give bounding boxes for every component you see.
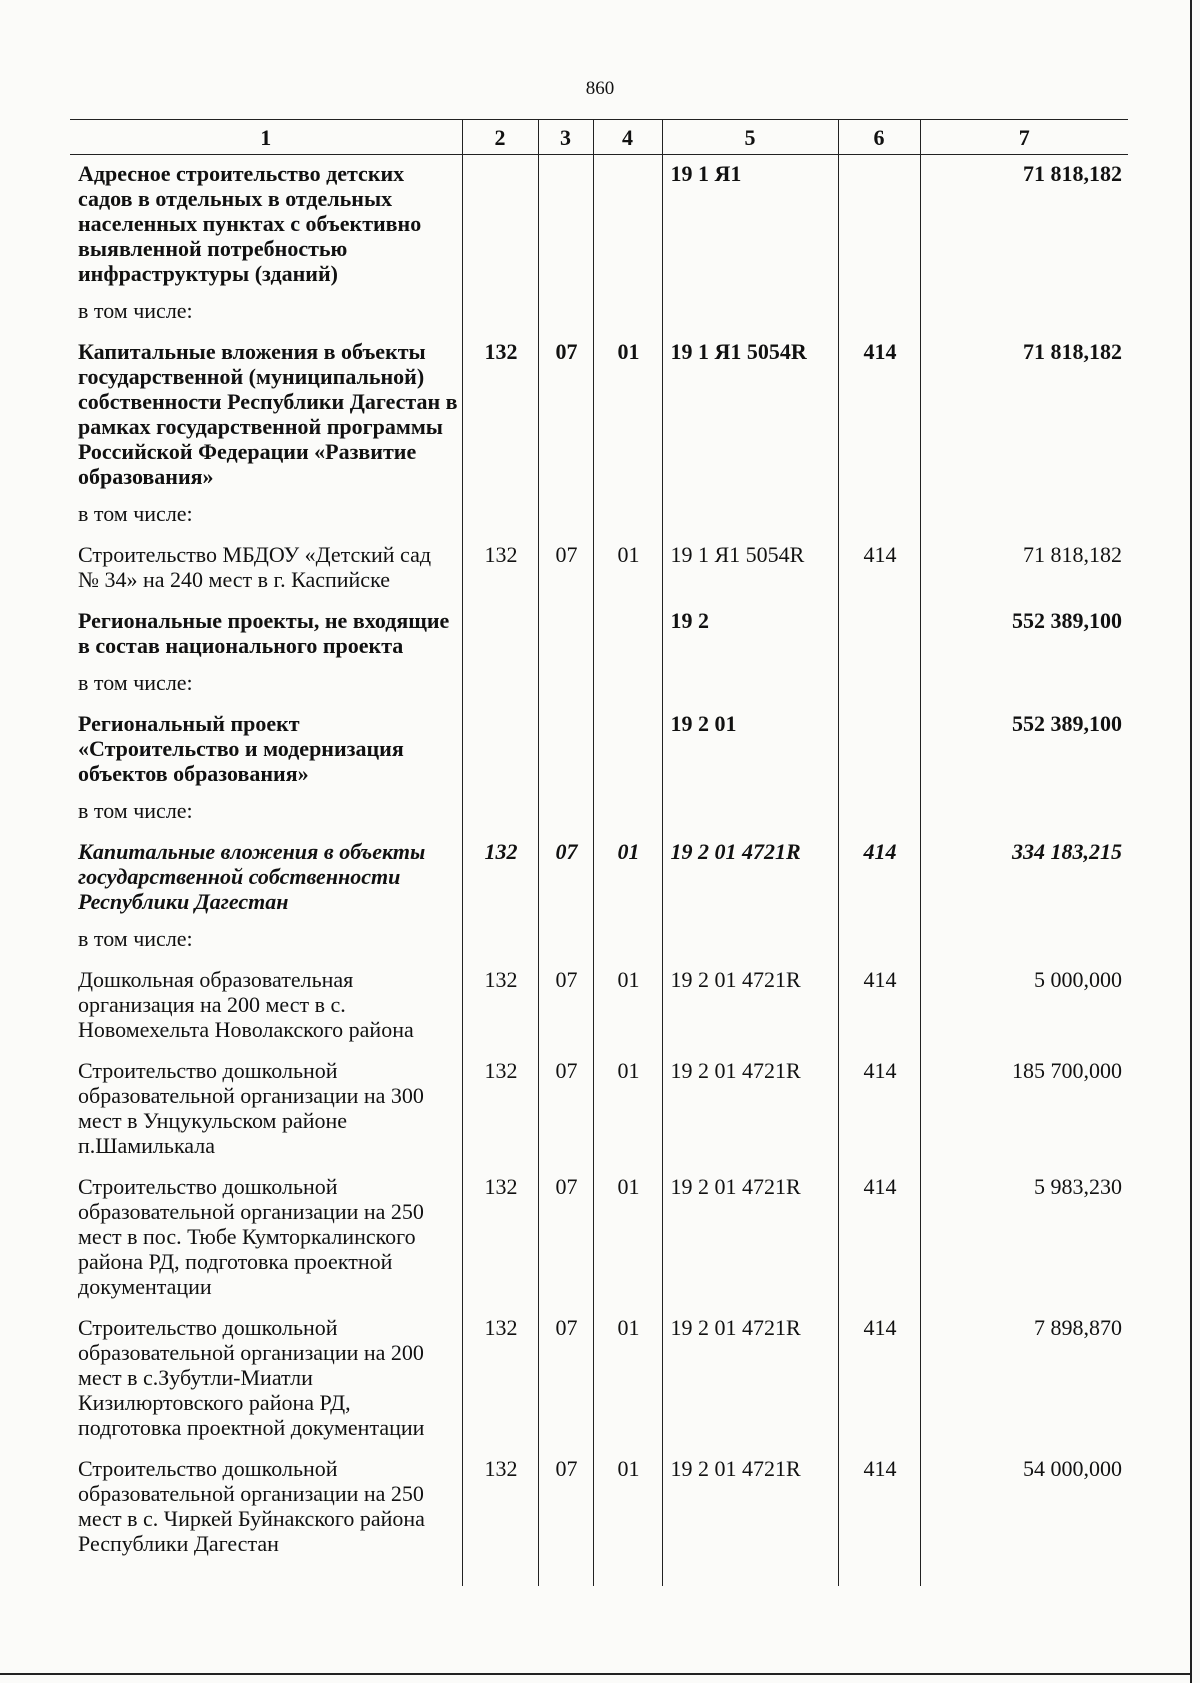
row-description: Строительство дошкольной образовательной организации на 300 мест в Унцукульском районе п.Шамилькала	[78, 1058, 424, 1158]
cell-section	[538, 668, 593, 705]
cell-section	[538, 796, 593, 833]
cell-ministry: 132	[462, 961, 538, 1052]
cell-ministry	[462, 705, 538, 796]
header-col-3: 3	[538, 120, 593, 155]
table-row	[70, 833, 1128, 924]
cell-subsection	[593, 499, 662, 536]
cell-target-code	[662, 796, 838, 833]
row-description: Капитальные вложения в объекты государственной собственности Республики Дагестан	[78, 839, 426, 914]
cell-ministry	[462, 499, 538, 536]
cell-subsection: 01	[593, 1052, 662, 1168]
cell-section	[538, 602, 593, 668]
row-description: Адресное строительство детских садов в отдельных в отдельных населенных пунктах с объективно выявленной потребностью инфраструктуры (зданий)	[78, 161, 422, 286]
cell-target-code	[662, 296, 838, 333]
cell-expense-type	[838, 155, 920, 297]
cell-expense-type: 414	[838, 1052, 920, 1168]
cell-amount: 71 818,182	[920, 155, 1128, 297]
row-description: Строительство дошкольной образовательной организации на 250 мест в с. Чиркей Буйнакского района Республики Дагестан	[78, 1456, 425, 1556]
cell-ministry	[462, 155, 538, 297]
cell-section	[538, 499, 593, 536]
row-description: Капитальные вложения в объекты государственной (муниципальной) собственности Республики Дагестан в рамках государственной программы Российской Федерации «Развитие образования»	[78, 339, 458, 489]
cell-expense-type: 414	[838, 536, 920, 602]
header-col-7: 7	[920, 120, 1128, 155]
cell-subsection	[593, 705, 662, 796]
cell-ministry: 132	[462, 1309, 538, 1450]
cell-section: 07	[538, 1052, 593, 1168]
row-description: Региональный проект «Строительство и модернизация объектов образования»	[78, 711, 404, 786]
cell-section: 07	[538, 961, 593, 1052]
cell-amount	[920, 668, 1128, 705]
cell-target-code: 19 2 01 4721R	[662, 1168, 838, 1309]
cell-expense-type: 414	[838, 1450, 920, 1586]
cell-subsection	[593, 668, 662, 705]
cell-expense-type: 414	[838, 1309, 920, 1450]
cell-ministry: 132	[462, 536, 538, 602]
page-number: 860	[585, 78, 615, 99]
cell-expense-type	[838, 668, 920, 705]
cell-ministry	[462, 602, 538, 668]
table-row	[70, 1052, 1128, 1168]
cell-amount: 71 818,182	[920, 333, 1128, 499]
cell-expense-type: 414	[838, 961, 920, 1052]
cell-expense-type: 414	[838, 1168, 920, 1309]
table-row	[70, 961, 1128, 1052]
cell-subsection: 01	[593, 1450, 662, 1586]
cell-ministry: 132	[462, 333, 538, 499]
scan-border-bottom	[0, 1673, 1192, 1675]
table-row	[70, 1309, 1128, 1450]
scan-border-right	[1190, 0, 1192, 1683]
cell-target-code	[662, 924, 838, 961]
cell-target-code: 19 2 01 4721R	[662, 1450, 838, 1586]
cell-ministry: 132	[462, 1168, 538, 1309]
cell-amount: 54 000,000	[920, 1450, 1128, 1586]
table-row	[70, 333, 1128, 499]
header-col-1: 1	[70, 120, 462, 155]
table-row	[70, 1450, 1128, 1586]
cell-subsection: 01	[593, 961, 662, 1052]
cell-subsection	[593, 296, 662, 333]
cell-section	[538, 155, 593, 297]
cell-amount: 334 183,215	[920, 833, 1128, 924]
budget-table	[70, 119, 1128, 1586]
cell-ministry	[462, 796, 538, 833]
cell-amount: 552 389,100	[920, 705, 1128, 796]
cell-subsection: 01	[593, 833, 662, 924]
cell-amount: 5 000,000	[920, 961, 1128, 1052]
cell-subsection: 01	[593, 1309, 662, 1450]
cell-target-code: 19 2 01 4721R	[662, 961, 838, 1052]
table-row	[70, 536, 1128, 602]
header-row	[70, 120, 1128, 155]
cell-expense-type	[838, 705, 920, 796]
row-description: Региональные проекты, не входящие в состав национального проекта	[78, 608, 450, 658]
table-row	[70, 602, 1128, 668]
cell-section: 07	[538, 1450, 593, 1586]
cell-target-code: 19 2 01	[662, 705, 838, 796]
cell-ministry: 132	[462, 1052, 538, 1168]
header-col-2: 2	[462, 120, 538, 155]
table-row	[70, 924, 1128, 961]
table-row	[70, 499, 1128, 536]
cell-subsection: 01	[593, 536, 662, 602]
cell-target-code: 19 2 01 4721R	[662, 1309, 838, 1450]
row-description: Строительство МБДОУ «Детский сад № 34» на 240 мест в г. Каспийске	[78, 542, 432, 592]
cell-section: 07	[538, 833, 593, 924]
table-row	[70, 705, 1128, 796]
cell-subsection	[593, 924, 662, 961]
cell-expense-type: 414	[838, 333, 920, 499]
row-description: в том числе:	[78, 798, 193, 823]
header-col-6: 6	[838, 120, 920, 155]
cell-subsection	[593, 796, 662, 833]
cell-expense-type	[838, 602, 920, 668]
table-row	[70, 796, 1128, 833]
table-row	[70, 155, 1128, 297]
cell-amount: 552 389,100	[920, 602, 1128, 668]
table-row	[70, 668, 1128, 705]
cell-section	[538, 705, 593, 796]
cell-target-code: 19 2	[662, 602, 838, 668]
row-description: Строительство дошкольной образовательной организации на 200 мест в с.Зубутли-Миатли Кизилюртовского района РД, подготовка проектной документации	[78, 1315, 425, 1440]
cell-target-code	[662, 668, 838, 705]
cell-target-code: 19 1 Я1 5054R	[662, 536, 838, 602]
cell-ministry: 132	[462, 1450, 538, 1586]
cell-ministry	[462, 668, 538, 705]
table-row	[70, 1168, 1128, 1309]
header-col-5: 5	[662, 120, 838, 155]
cell-subsection	[593, 602, 662, 668]
cell-amount	[920, 924, 1128, 961]
cell-section	[538, 296, 593, 333]
row-description: в том числе:	[78, 501, 193, 526]
table-row	[70, 296, 1128, 333]
cell-target-code	[662, 499, 838, 536]
cell-amount	[920, 499, 1128, 536]
cell-section	[538, 924, 593, 961]
cell-expense-type: 414	[838, 833, 920, 924]
cell-subsection	[593, 155, 662, 297]
cell-amount: 5 983,230	[920, 1168, 1128, 1309]
cell-section: 07	[538, 1309, 593, 1450]
row-description: в том числе:	[78, 298, 193, 323]
cell-amount	[920, 796, 1128, 833]
cell-ministry	[462, 924, 538, 961]
cell-amount: 71 818,182	[920, 536, 1128, 602]
cell-section: 07	[538, 333, 593, 499]
cell-target-code: 19 1 Я1	[662, 155, 838, 297]
cell-subsection: 01	[593, 1168, 662, 1309]
cell-target-code: 19 2 01 4721R	[662, 833, 838, 924]
row-description: в том числе:	[78, 926, 193, 951]
cell-section: 07	[538, 536, 593, 602]
row-description: Дошкольная образовательная организация на 200 мест в с. Новомехельта Новолакского района	[78, 967, 414, 1042]
cell-expense-type	[838, 796, 920, 833]
cell-amount	[920, 296, 1128, 333]
cell-expense-type	[838, 924, 920, 961]
row-description: Строительство дошкольной образовательной организации на 250 мест в пос. Тюбе Кумторкалинского района РД, подготовка проектной документации	[78, 1174, 424, 1299]
cell-target-code: 19 1 Я1 5054R	[662, 333, 838, 499]
cell-ministry	[462, 296, 538, 333]
cell-expense-type	[838, 499, 920, 536]
cell-amount: 185 700,000	[920, 1052, 1128, 1168]
cell-amount: 7 898,870	[920, 1309, 1128, 1450]
header-col-4: 4	[593, 120, 662, 155]
cell-ministry: 132	[462, 833, 538, 924]
cell-section: 07	[538, 1168, 593, 1309]
cell-subsection: 01	[593, 333, 662, 499]
cell-expense-type	[838, 296, 920, 333]
row-description: в том числе:	[78, 670, 193, 695]
cell-target-code: 19 2 01 4721R	[662, 1052, 838, 1168]
